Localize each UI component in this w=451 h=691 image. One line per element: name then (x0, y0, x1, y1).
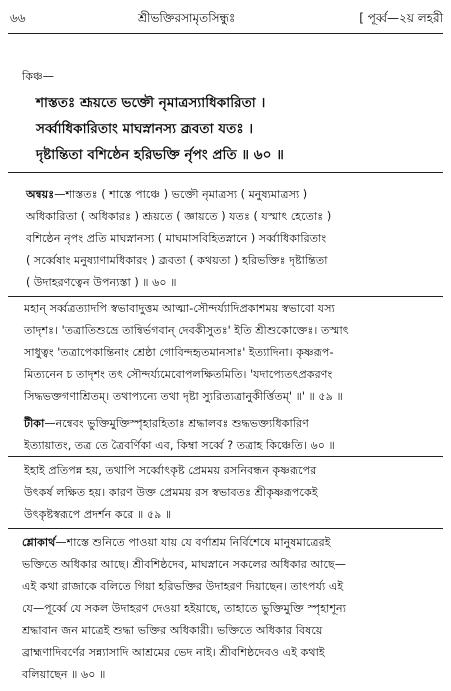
shlokartha-line: —শাস্তে শুনিতে পাওয়া যায় যে বর্ণাশ্রম নির্বিশেষে মানুষমাত্রেরই (55, 536, 331, 549)
bengali-line: উৎকৃষ্টস্বরূপে প্রদর্শন করে ॥ ৫৯ ॥ (24, 508, 172, 521)
commentary-line: মিত্যনেন চ তাদৃশং তৎ সৌন্দর্য্যমেবোপলক্ষিতমিতি। 'যদাপ্যেতৎপ্রকরণং (24, 368, 333, 381)
anvaya-line: ( উদাহরণত্বেন উপন্যস্তা ) ॥ ৬০ ॥ (26, 276, 177, 289)
anvaya-heading: অন্বয়ঃ (26, 188, 55, 201)
shlokartha-line: এই কথা রাজাকে বলিতে গিয়া হরিভক্তির উদাহরণ দিয়াছেন। তাৎপর্য্য এই (22, 580, 344, 593)
anvaya-line: বশিষ্ঠেন নৃপং প্রতি মাঘস্নানস্য ( মাঘমাসবিহিতস্নানে ) সর্ব্বাধিকারিতাং (26, 232, 327, 245)
commentary-line: তাদৃশঃ। 'তত্রাতিশুভ্রে তান্বির্ভগবান্ দেবকীসুতঃ' ইতি শ্রীশুকোক্তেঃ। তস্মাৎ (24, 324, 349, 337)
tika-line: ইত্যায়াতং, তত্র তে ত্রৈবর্ণিকা এব, কিম্বা সর্ব্বে ? তত্রাহ কিঞ্চেতি। ৬০ ॥ (24, 439, 335, 452)
page-number: ৬৬ (10, 11, 26, 25)
anvaya-line: অধিকারিতা ( অধিকারঃ ) শ্রূয়তে ( জ্ঞায়তে ) যতঃ ( যস্মাৎ হেতোঃ ) (26, 210, 332, 223)
verse-line: শাস্ততঃ শ্রূয়তে ভক্তৌ নৃমাত্রস্যাধিকারিতা । (36, 95, 266, 111)
header-rule (8, 33, 443, 34)
verse-line: সর্ব্বাধিকারিতাং মাঘস্নানস্য ব্রূবতা যতঃ । (36, 121, 254, 137)
tika-heading: টীকা (24, 417, 45, 430)
shlokartha-line: ব্রাহ্মণাদিবর্ণের সন্ন্যাসাদি আশ্রমের ভেদ নাই। শ্রীবশিষ্ঠদেবও এই কথাই (22, 646, 325, 659)
section-divider (8, 456, 443, 457)
commentary-line: মহান্ সর্ব্বত্রত্যাদপি স্বভাবাদুত্তম আত্মা-সৌন্দর্য্যাদিপ্রকাশময় স্বভাবো যস্য (24, 302, 335, 315)
section-divider (8, 172, 443, 173)
verse-intro: কিঞ্চ— (22, 70, 54, 83)
section-label: [ পূর্ব্ব—২য় লহরী (359, 11, 443, 25)
shlokartha-line: ভক্তিতে অধিকার আছে। শ্রীবশিষ্ঠদেব, মাঘস্নানে সকলের অধিকার আছে— (22, 558, 346, 571)
section-divider (8, 528, 443, 529)
bengali-line: ইহাই প্রতিপন্ন হয়, তথাপি সর্ব্বোৎকৃষ্ট প্রেমময় রসনিবন্ধন কৃষ্ণরূপের (24, 464, 317, 477)
shlokartha-heading: শ্লোকার্থ (22, 536, 56, 549)
book-title: শ্রীভক্তিরসামৃতসিন্ধুঃ (138, 11, 236, 25)
section-divider (8, 296, 443, 297)
shlokartha-line: যে—পূর্ব্বে যে সকল উদাহরণ দেওয়া হইয়াছে, তাহাতে ভুক্তিমুক্তি স্পৃহাশূন্য (22, 602, 346, 615)
commentary-line: সিদ্ধভক্তগণাশ্রিতম্। তথাপ্যন্যে তথা দৃষ্টা স্যুরিত্যত্রানুকীর্ত্তিতম্' ॥' ॥ ৫৯ ॥ (24, 390, 343, 403)
anvaya-line: —শাস্ততঃ ( শাস্তে পাঞ্চে ) ভক্তৌ নৃমাত্রস্য ( মনুষ্যমাত্রস্য ) (54, 188, 308, 201)
anvaya-line: ( সর্ব্বেষাং মনুষ্যাণামধিকারং ) ব্রূবতা ( কথয়তা ) হরিভক্তিঃ দৃষ্টান্তিতা (26, 254, 328, 267)
tika-line: —নন্বেবং ভুক্তিমুক্তিস্পৃহারহিতাঃ শ্রদ্ধালবঃ শুদ্ধভক্ত্যধিকারিণ (44, 417, 309, 430)
verse-line: দৃষ্টান্তিতা বশিষ্ঠেন হরিভক্তি র্নৃপং প্রতি ॥ ৬০ ॥ (36, 147, 284, 163)
commentary-line: সাধুত্বং 'তত্রাপেকান্তিনাং শ্রেষ্ঠা গোবিন্দহৃতমানসাঃ' ইত্যাদিনা। কৃষ্ণরূপ- (24, 346, 334, 359)
page-header (10, 6, 443, 30)
shlokartha-line: শ্রদ্ধাবান জন মাত্রেই শুদ্ধা ভক্তির অধিকারী। ভক্তিতে অধিকার বিষয়ে (22, 624, 323, 637)
bengali-line: উৎকর্ষ লক্ষিত হয়। কারণ উক্ত প্রেমময় রস স্বভাবতঃ শ্রীকৃষ্ণরূপকেই (24, 486, 318, 499)
shlokartha-line: বলিয়াছেন ॥ ৬০ ॥ (22, 668, 106, 681)
